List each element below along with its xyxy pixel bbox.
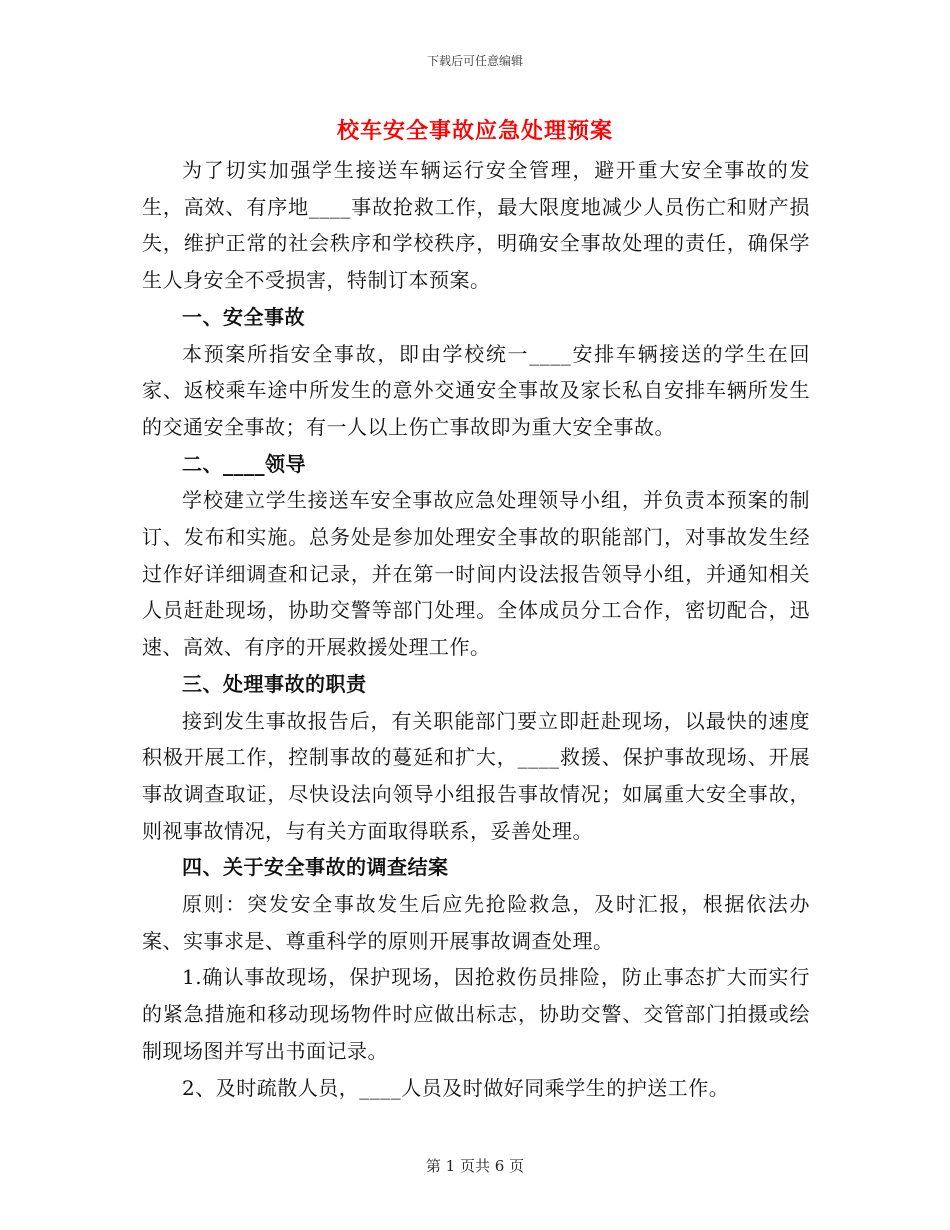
- section-heading-2: 二、____领导: [182, 451, 306, 476]
- section-4-principle-paragraph: 原则：突发安全事故发生后应先抢险救急，及时汇报，根据依法办案、实事求是、尊重科学的原则开展事故调查处理。: [142, 892, 810, 953]
- page-header-note: 下载后可任意编辑: [426, 54, 523, 68]
- section-2-paragraph: 学校建立学生接送车安全事故应急处理领导小组，并负责本预案的制订、发布和实施。总务处是参加处理安全事故的职能部门，对事故发生经过作好详细调查和记录，并在第一时间内设法报告领导小组，并通知相关人员赶赴现场，协助交警等部门处理。全体成员分工合作，密切配合，迅速、高效、有序的开展救援处理工作。: [142, 488, 810, 660]
- section-1-paragraph: 本预案所指安全事故，即由学校统一____安排车辆接送的学生在回家、返校乘车途中所发生的意外交通安全事故及家长私自安排车辆所发生的交通安全事故；有一人以上伤亡事故即为重大安全事故。: [142, 341, 810, 439]
- document-title: 校车安全事故应急处理预案: [336, 118, 613, 144]
- intro-paragraph: 为了切实加强学生接送车辆运行安全管理，避开重大安全事故的发生，高效、有序地____事故抢救工作，最大限度地减少人员伤亡和财产损失，维护正常的社会秩序和学校秩序，明确安全事故处理的责任，确保学生人身安全不受损害，特制订本预案。: [142, 158, 810, 293]
- section-heading-4: 四、关于安全事故的调查结案: [182, 855, 449, 880]
- section-4-item-2: 2、及时疏散人员，____人员及时做好同乘学生的护送工作。: [182, 1075, 730, 1100]
- section-3-paragraph: 接到发生事故报告后，有关职能部门要立即赶赴现场，以最快的速度积极开展工作，控制事故的蔓延和扩大，____救援、保护事故现场、开展事故调查取证，尽快设法向领导小组报告事故情况；如属重大安全事故，则视事故情况，与有关方面取得联系，妥善处理。: [142, 708, 810, 843]
- section-heading-3: 三、处理事故的职责: [182, 671, 367, 696]
- page-footer-number: 第 1 页共 6 页: [425, 1157, 525, 1175]
- document-body: [142, 152, 810, 1106]
- section-4-item-1: 1.确认事故现场，保护现场，因抢救伤员排险，防止事态扩大而实行的紧急措施和移动现场物件时应做出标志，协助交警、交管部门拍摄或绘制现场图并写出书面记录。: [142, 965, 810, 1063]
- section-heading-1: 一、安全事故: [182, 304, 305, 329]
